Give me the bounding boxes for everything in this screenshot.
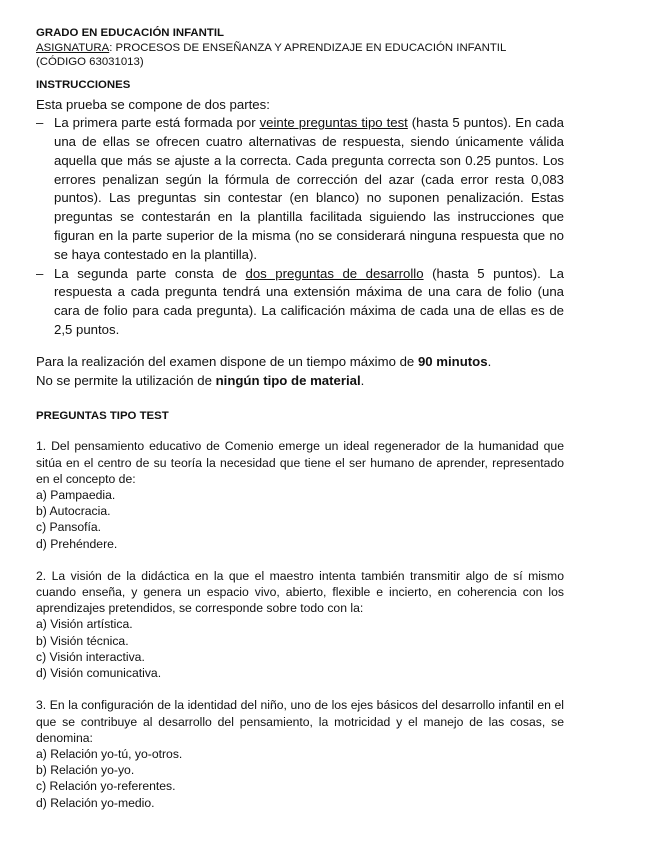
option-a: a) Relación yo-tú, yo-otros. <box>36 746 183 761</box>
option-d: d) Relación yo-medio. <box>36 795 155 810</box>
part1-text-before: La primera parte está formada por <box>54 115 260 131</box>
material-before: No se permite la utilización de <box>36 372 216 388</box>
option-b: b) Relación yo-yo. <box>36 763 135 778</box>
test-section-title: PREGUNTAS TIPO TEST <box>36 410 169 423</box>
option-c: c) Pansofía. <box>36 520 102 535</box>
question-1 <box>36 438 564 551</box>
material-note <box>36 372 564 391</box>
part2-text-after: (hasta 5 puntos). La respuesta a cada pregunta tendrá una extensión máxima de una cara de folio (una cara de folio para cada pregunta). La calificación máxima de cada una de ellas es de 2,5 puntos. <box>54 265 564 338</box>
part1-text-after: (hasta 5 puntos). En cada una de ellas se ofrecen cuatro alternativas de respuesta, siendo únicamente válida aquella que más se ajuste a la correcta. Cada pregunta correcta son 0.25 puntos. Los errores penalizan según la fórmula de corrección del azar (cada error resta 0,083 puntos). Las preguntas sin contestar (en blanco) no suponen penalización. Estas preguntas se contestarán en la plantilla facilitada siguiendo las instrucciones que figuran en la parte superior de la misma (no se considerará ninguna respuesta que no se haya contestado en la plantilla). <box>54 115 565 262</box>
question-text: 3. En la configuración de la identidad del niño, uno de los ejes básicos del desarrollo infantil en el que se contribuye al desarrollo del pensamiento, la motricidad y el manejo de las cosas, se denomina: <box>36 698 564 745</box>
subject-name: : PROCESOS DE ENSEÑANZA Y APRENDIZAJE EN EDUCACIÓN INFANTIL <box>109 41 507 54</box>
answer-options <box>36 616 564 681</box>
exam-page <box>36 26 564 811</box>
option-c: c) Visión interactiva. <box>36 649 145 664</box>
time-note <box>36 353 564 372</box>
part1-underlined: veinte preguntas tipo test <box>259 115 408 131</box>
option-a: a) Pampaedia. <box>36 488 116 503</box>
material-value: ningún tipo de material <box>215 372 361 388</box>
answer-options <box>36 746 564 811</box>
option-a: a) Visión artística. <box>36 617 133 632</box>
subject-line <box>36 41 564 56</box>
subject-code: (CÓDIGO 63031013) <box>36 56 144 68</box>
subject-label: ASIGNATURA <box>36 41 110 54</box>
answer-options <box>36 487 564 552</box>
option-d: d) Visión comunicativa. <box>36 666 162 681</box>
question-3 <box>36 697 564 810</box>
question-text: 2. La visión de la didáctica en la que el maestro intenta también transmitir algo de sí mismo cuando enseña, y genera un espacio vivo, abierto, flexible e incierto, en coherencia con los aprendizajes pretendidos, se corresponde sobre todo con la: <box>36 568 564 616</box>
exam-header <box>36 26 564 70</box>
degree-title: GRADO EN EDUCACIÓN INFANTIL <box>36 27 224 39</box>
material-after: . <box>360 372 365 388</box>
question-text: 1. Del pensamiento educativo de Comenio emerge un ideal regenerador de la humanidad que sitúa en el centro de su teoría la necesidad que tiene el ser humano de aprender, representado en el concepto de: <box>36 439 564 486</box>
option-d: d) Prehéndere. <box>36 536 118 551</box>
instructions-intro: Esta prueba se compone de dos partes: <box>36 96 270 112</box>
option-b: b) Autocracia. <box>36 504 111 519</box>
option-c: c) Relación yo-referentes. <box>36 779 176 794</box>
part2-underlined: dos preguntas de desarrollo <box>245 265 424 281</box>
question-2 <box>36 568 564 681</box>
instruction-part-1 <box>36 114 564 264</box>
time-after: . <box>487 353 492 369</box>
option-b: b) Visión técnica. <box>36 633 129 648</box>
exam-notes <box>36 353 564 391</box>
time-value: 90 minutos <box>417 353 488 369</box>
instructions-list <box>36 114 564 340</box>
instructions-title: INSTRUCCIONES <box>36 78 131 91</box>
part2-text-before: La segunda parte consta de <box>54 265 246 281</box>
time-before: Para la realización del examen dispone de un tiempo máximo de <box>36 353 418 369</box>
instruction-part-2 <box>36 265 564 340</box>
